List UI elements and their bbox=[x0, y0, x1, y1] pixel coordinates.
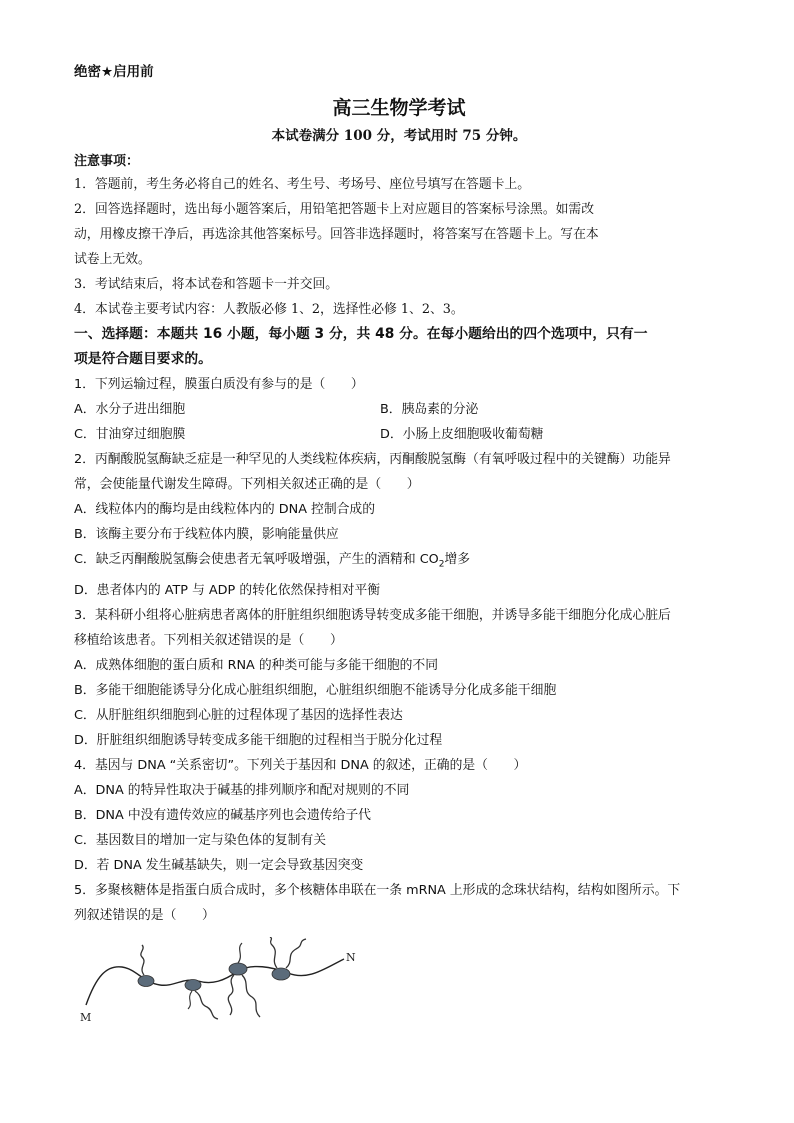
page-title: 高三生物学考试 bbox=[332, 97, 466, 119]
peptide-chain bbox=[228, 975, 234, 1015]
question-1-options-row bbox=[74, 397, 724, 422]
question-1-stem: 1．下列运输过程，膜蛋白质没有参与的是（ ） bbox=[74, 377, 364, 392]
question-4-option-d: D．若 DNA 发生碱基缺失，则一定会导致基因突变 bbox=[74, 857, 364, 873]
question-3-option-a: A．成熟体细胞的蛋白质和 RNA 的种类可能与多能干细胞的不同 bbox=[74, 657, 439, 673]
section-heading: 项是符合题目要求的。 bbox=[74, 351, 212, 367]
peptide-chain bbox=[238, 943, 242, 963]
question-3-stem: 移植给该患者。下列相关叙述错误的是（ ） bbox=[74, 632, 343, 648]
question-4-stem: 4．基因与 DNA “关系密切”。下列关于基因和 DNA 的叙述，正确的是（ ） bbox=[74, 757, 527, 773]
ribosome bbox=[138, 976, 154, 987]
mrna-strand bbox=[86, 959, 344, 1005]
question-2-option-c bbox=[74, 547, 724, 578]
label-n: N bbox=[346, 951, 356, 964]
question-2-stem: 2．丙酮酸脱氢酶缺乏症是一种罕见的人类线粒体疾病，丙酮酸脱氢酶（有氧呼吸过程中的关键酶）功能异 bbox=[74, 452, 671, 467]
section-heading: 一、选择题：本题共 16 小题，每小题 3 分，共 48 分。在每小题给出的四个选项中，只有一 bbox=[74, 326, 648, 342]
notice-line: 试卷上无效。 bbox=[74, 252, 151, 267]
option-c-text: 增多 bbox=[444, 552, 471, 567]
peptide-chain bbox=[242, 975, 260, 1017]
question-5-stem: 列叙述错误的是（ ） bbox=[74, 907, 215, 923]
secret-label: 绝密★启用前 bbox=[74, 64, 154, 80]
question-2-stem: 常，会使能量代谢发生障碍。下列相关叙述正确的是（ ） bbox=[74, 477, 420, 492]
question-3-option-d: D．肝脏组织细胞诱导转变成多能干细胞的过程相当于脱分化过程 bbox=[74, 732, 443, 748]
notice-line: 3．考试结束后，将本试卷和答题卡一并交回。 bbox=[74, 277, 339, 292]
polyribosome-figure bbox=[74, 937, 374, 1027]
question-4-option-c: C．基因数目的增加一定与染色体的复制有关 bbox=[74, 832, 327, 848]
notice-line: 4．本试卷主要考试内容：人教版必修 1、2，选择性必修 1、2、3。 bbox=[74, 302, 464, 317]
peptide-chain bbox=[141, 945, 144, 975]
question-3-stem: 3．某科研小组将心脏病患者离体的肝脏组织细胞诱导转变成多能干细胞，并诱导多能干细胞分化成心脏后 bbox=[74, 607, 671, 623]
notice-heading: 注意事项： bbox=[74, 154, 140, 169]
question-1-option-d: D．小肠上皮细胞吸收葡萄糖 bbox=[380, 427, 544, 442]
notice-line: 动，用橡皮擦干净后，再选涂其他答案标号。回答非选择题时，将答案写在答题卡上。写在本 bbox=[74, 227, 599, 242]
question-1-option-c: C．甘油穿过细胞膜 bbox=[74, 427, 186, 442]
polyribosome-diagram bbox=[74, 937, 374, 1023]
exam-page bbox=[74, 62, 724, 928]
question-5-stem: 5．多聚核糖体是指蛋白质合成时，多个核糖体串联在一条 mRNA 上形成的念珠状结构，结构如图所示。下 bbox=[74, 882, 681, 898]
ribosome bbox=[229, 963, 247, 975]
peptide-chain bbox=[195, 991, 218, 1019]
question-2-option-a: A．线粒体内的酶均是由线粒体内的 DNA 控制合成的 bbox=[74, 502, 376, 517]
question-4-option-b: B．DNA 中没有遗传效应的碱基序列也会遗传给子代 bbox=[74, 807, 371, 823]
page-subtitle: 本试卷满分 100 分，考试用时 75 分钟。 bbox=[271, 128, 527, 144]
subscript: 2 bbox=[438, 559, 445, 570]
option-c-text: C．缺乏丙酮酸脱氢酶会使患者无氧呼吸增强，产生的酒精和 CO bbox=[74, 552, 439, 567]
ribosome bbox=[272, 968, 290, 980]
question-4-option-a: A．DNA 的特异性取决于碱基的排列顺序和配对规则的不同 bbox=[74, 782, 410, 798]
ribosome bbox=[185, 980, 201, 991]
notice-line: 2．回答选择题时，选出每小题答案后，用铅笔把答题卡上对应题目的答案标号涂黑。如需改 bbox=[74, 202, 595, 217]
label-m: M bbox=[80, 1011, 92, 1023]
peptide-chain bbox=[286, 939, 306, 968]
question-3-option-c: C．从肝脏组织细胞到心脏的过程体现了基因的选择性表达 bbox=[74, 707, 403, 723]
notice-line: 1．答题前，考生务必将自己的姓名、考生号、考场号、座位号填写在答题卡上。 bbox=[74, 177, 531, 192]
question-1-option-a: A．水分子进出细胞 bbox=[74, 402, 186, 417]
question-1-option-b: B．胰岛素的分泌 bbox=[380, 402, 479, 417]
question-1-options-row bbox=[74, 422, 724, 447]
question-2-option-d: D．患者体内的 ATP 与 ADP 的转化依然保持相对平衡 bbox=[74, 582, 381, 598]
peptide-chain bbox=[270, 937, 277, 968]
peptide-chain bbox=[188, 991, 192, 1009]
question-2-option-b: B．该酶主要分布于线粒体内膜，影响能量供应 bbox=[74, 527, 339, 542]
question-3-option-b: B．多能干细胞能诱导分化成心脏组织细胞，心脏组织细胞不能诱导分化成多能干细胞 bbox=[74, 682, 557, 698]
